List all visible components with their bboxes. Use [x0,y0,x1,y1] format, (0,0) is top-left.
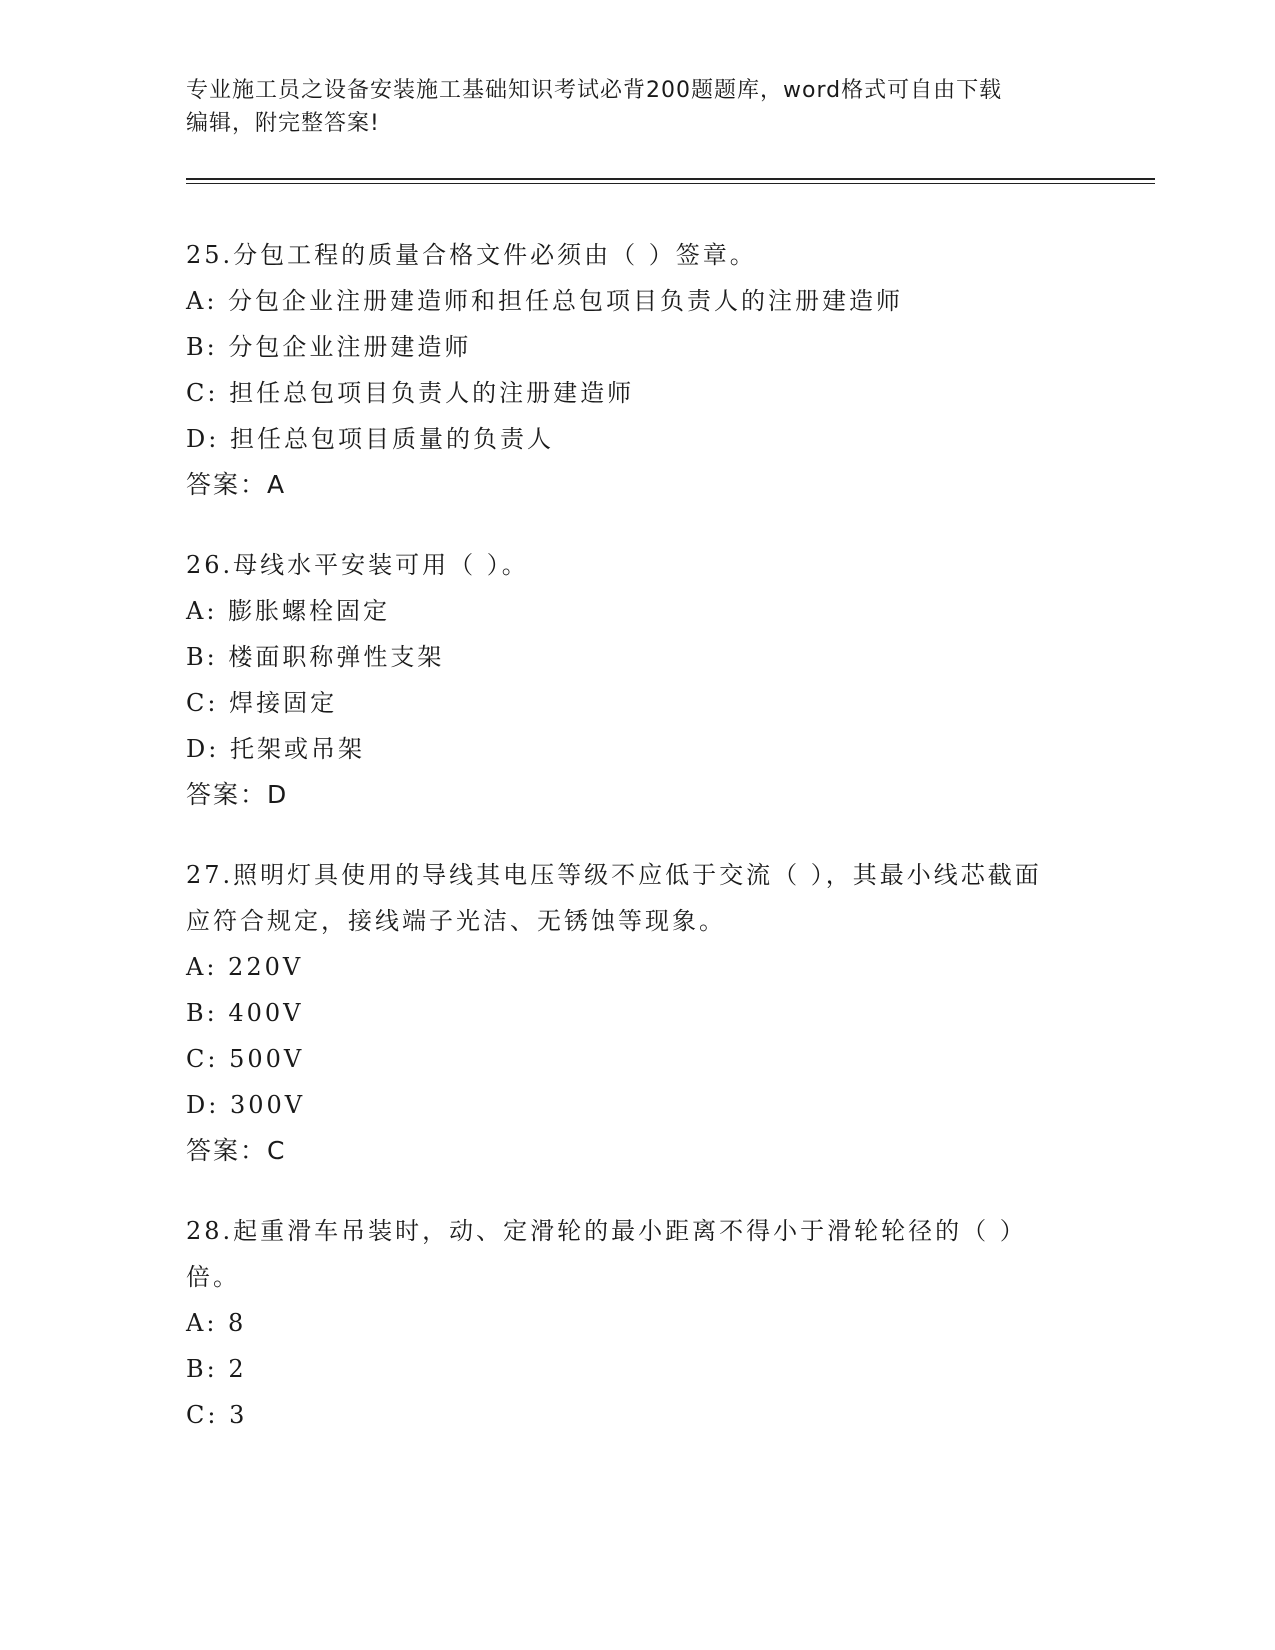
header-divider-thin [186,183,1155,184]
question-stem: 28.起重滑车吊装时，动、定滑轮的最小距离不得小于滑轮轮径的（ ）倍。 [186,1217,1027,1291]
answer-line: 答案：A [186,470,287,499]
option-d: D: 300V [186,1091,306,1119]
option-a: A: 8 [186,1309,247,1337]
document-header [186,74,1086,140]
question-28 [186,1208,1066,1438]
option-c: C: 3 [186,1401,248,1429]
question-27 [186,852,1066,1174]
answer-line: 答案：C [186,1136,287,1165]
header-divider-thick [186,178,1155,180]
option-a: A: 膨胀螺栓固定 [186,597,391,625]
question-stem: 27.照明灯具使用的导线其电压等级不应低于交流（ ），其最小线芯截面应符合规定，接线端子光洁、无锈蚀等现象。 [186,861,1042,935]
question-stem: 26.母线水平安装可用（ ）。 [186,551,529,579]
question-list [186,232,1066,1472]
option-b: B: 分包企业注册建造师 [186,333,472,361]
option-c: C: 焊接固定 [186,689,338,717]
question-26 [186,542,1066,818]
header-title-line-1: 专业施工员之设备安装施工基础知识考试必背200题题库，word格式可自由下载 [186,78,1003,103]
answer-line: 答案：D [186,780,289,809]
header-title-line-2: 编辑，附完整答案! [186,111,380,136]
option-d: D: 担任总包项目质量的负责人 [186,425,554,453]
option-b: B: 400V [186,999,304,1027]
question-stem: 25.分包工程的质量合格文件必须由（ ）签章。 [186,241,757,269]
question-25 [186,232,1066,508]
option-d: D: 托架或吊架 [186,735,365,763]
option-c: C: 担任总包项目负责人的注册建造师 [186,379,635,407]
option-a: A: 分包企业注册建造师和担任总包项目负责人的注册建造师 [186,287,904,315]
option-b: B: 楼面职称弹性支架 [186,643,445,671]
option-c: C: 500V [186,1045,305,1073]
option-b: B: 2 [186,1355,247,1383]
option-a: A: 220V [186,953,304,981]
